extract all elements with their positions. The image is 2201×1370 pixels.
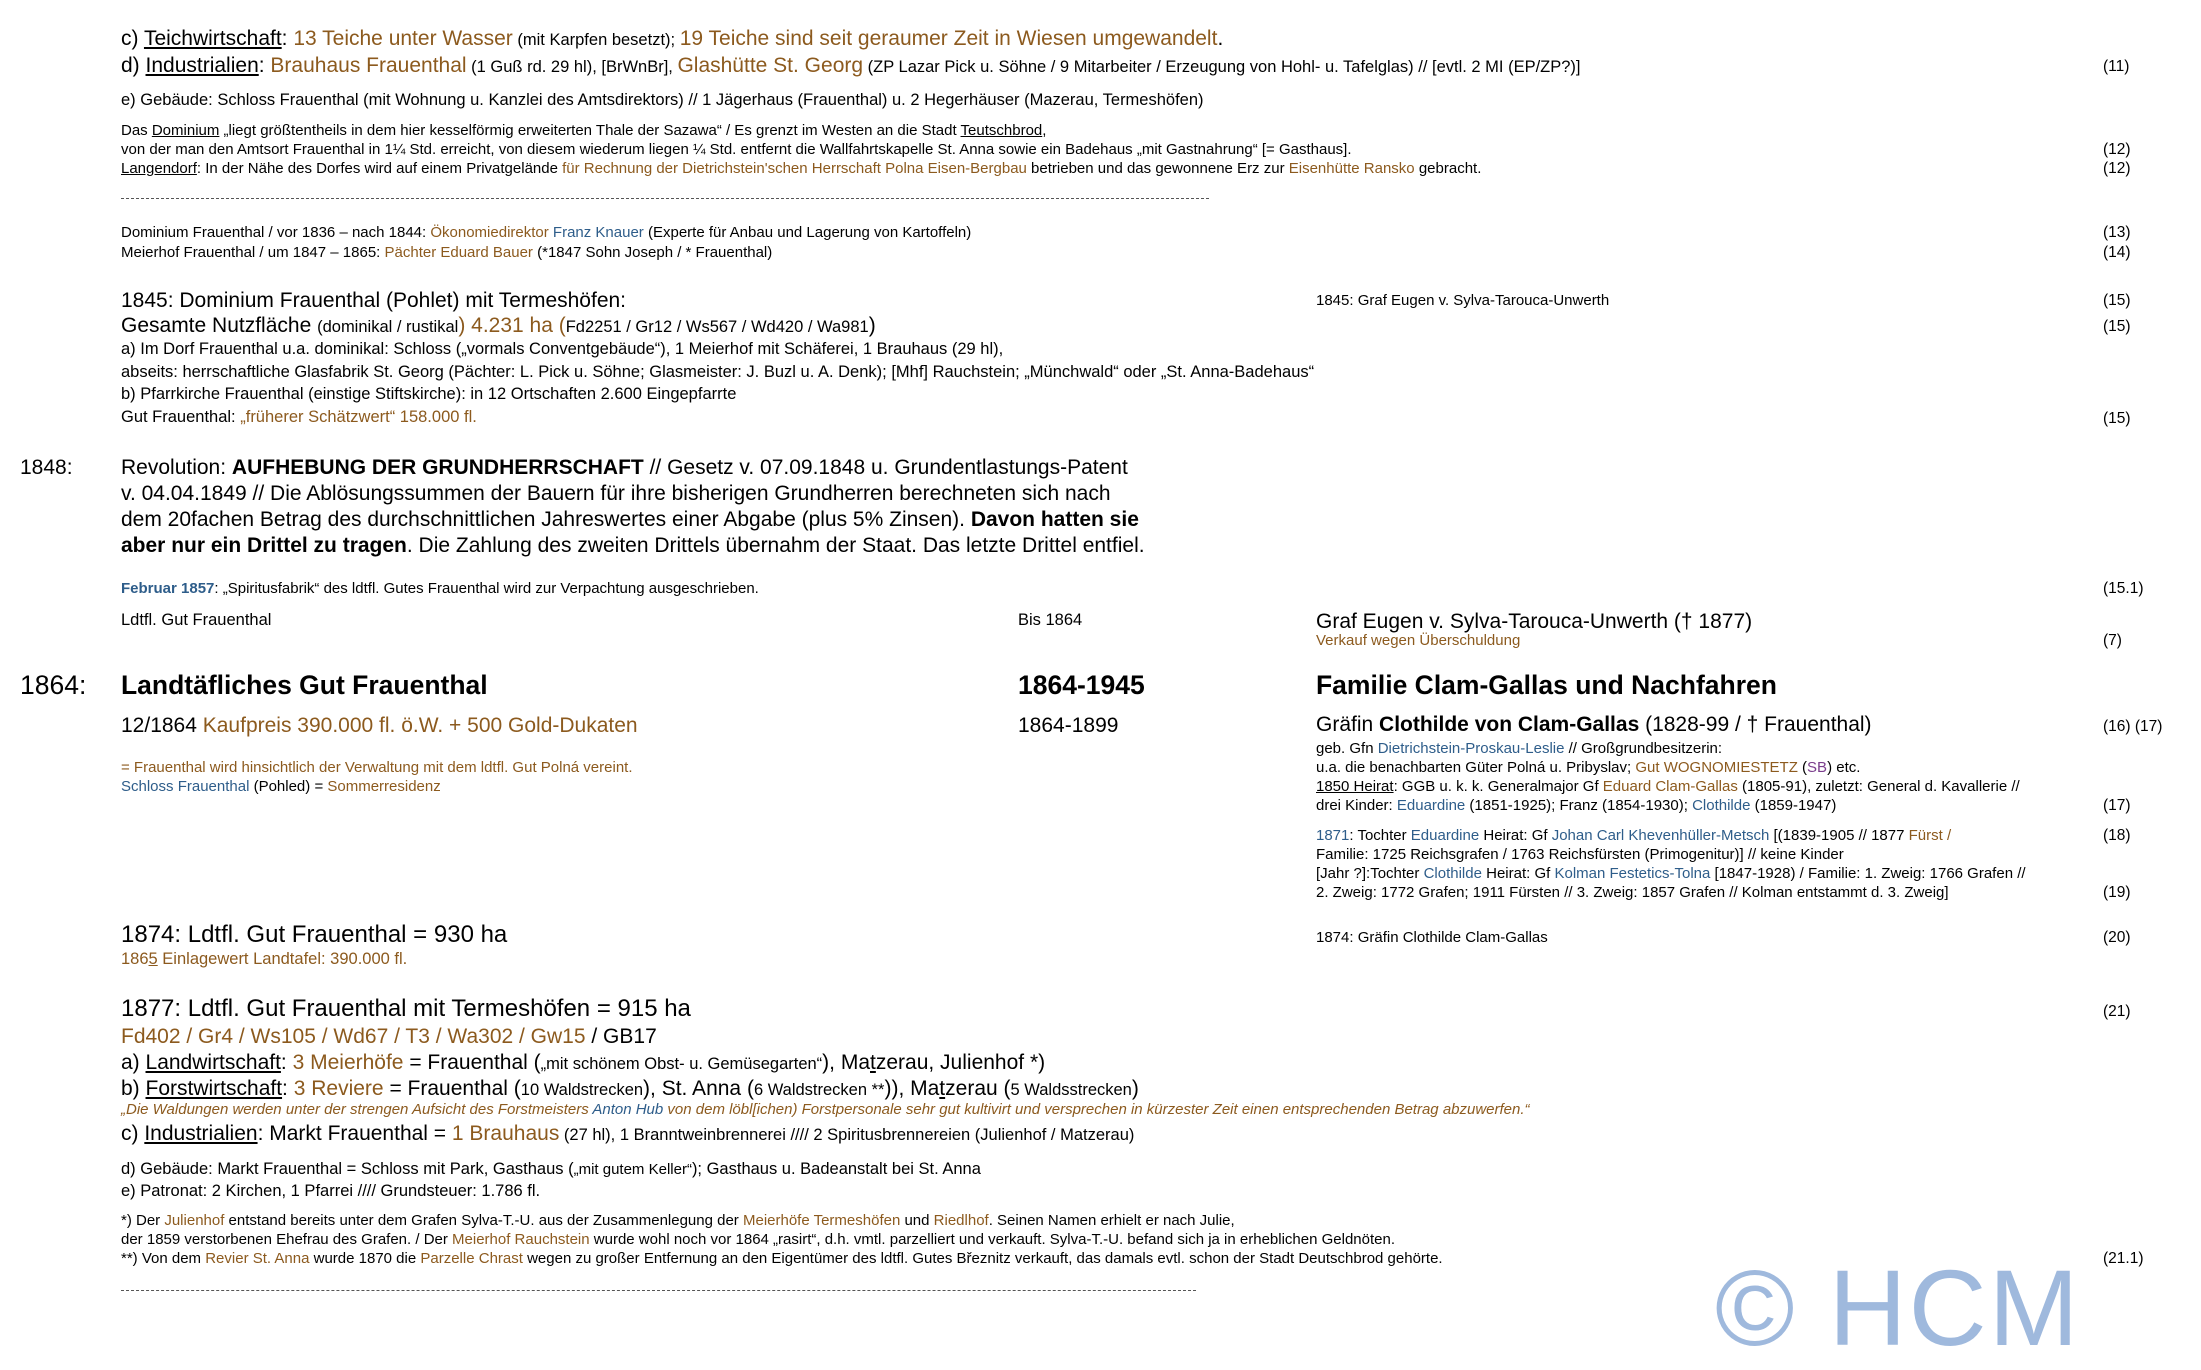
line-1877-landwirtschaft: a) Landwirtschaft: 3 Meierhöfe = Frauenthal („mit schönem Obst- u. Gemüsegarten“), Matzerau, Julienhof *) — [121, 1051, 1046, 1074]
ref-17: (17) — [2103, 797, 2131, 814]
line-revolution-2: v. 04.04.1849 // Die Ablösungssummen der Bauern für ihre bisherigen Grundherren berechneten sich nach — [121, 482, 1111, 505]
line-industrialien: d) Industrialien: Brauhaus Frauenthal (1 Guß rd. 29 hl), [BrWnBr], Glashütte St. Georg (ZP Lazar Pick u. Söhne / 9 Mitarbeiter / Erzeugung von Hohl- u. Tafelglas) // [evtl. 2 MI (EP/ZP?)] — [121, 54, 1581, 77]
line-dominium: Das Dominium „liegt größtentheils in dem hier kesselförmig erweiterten Thale der Sazawa“ / Es grenzt im Westen an die Stadt Teutschbrod, — [121, 122, 1047, 139]
line-1845-abseits: abseits: herrschaftliche Glasfabrik St. Georg (Pächter: L. Pick u. Söhne; Glasmeister: J. Buzl u. A. Denk); [Mhf] Rauchstein; „Münchwald“ oder „St. Anna-Badehaus“ — [121, 363, 1315, 381]
line-gebaeude: e) Gebäude: Schloss Frauenthal (mit Wohnung u. Kanzlei des Amtsdirektors) // 1 Jägerhaus (Frauenthal) u. 2 Hegerhäuser (Mazerau, Termeshöfen) — [121, 91, 1204, 109]
line-1845-schaetzwert: Gut Frauenthal: „früherer Schätzwert“ 158.000 fl. — [121, 408, 477, 426]
heading-landtaefliches-gut: Landtäfliches Gut Frauenthal — [121, 670, 488, 700]
heading-1864-1945: 1864-1945 — [1018, 670, 1145, 700]
line-1845-pfarrkirche: b) Pfarrkirche Frauenthal (einstige Stiftskirche): in 12 Ortschaften 2.600 Eingepfarrte — [121, 385, 737, 403]
line-verwaltung-polna: = Frauenthal wird hinsichtlich der Verwaltung mit dem ldtfl. Gut Polná vereint. — [121, 759, 633, 776]
ref-20: (20) — [2103, 929, 2131, 946]
watermark-hcm: © HCM — [1715, 1247, 2081, 1368]
line-oekonomiedirektor: Dominium Frauenthal / vor 1836 – nach 1844: Ökonomiedirektor Franz Knauer (Experte für Anbau und Lagerung von Kartoffeln) — [121, 224, 972, 241]
line-clothilde-heirat: [Jahr ?]:Tochter Clothilde Heirat: Gf Kolman Festetics-Tolna [1847-1928) / Familie: 1. Zweig: 1766 Grafen // — [1316, 865, 2026, 882]
line-graf-eugen: Graf Eugen v. Sylva-Tarouca-Unwerth († 1877) — [1316, 610, 1753, 633]
ref-16-17: (16) (17) — [2103, 718, 2163, 735]
heading-clam-gallas: Familie Clam-Gallas und Nachfahren — [1316, 670, 1777, 700]
ref-18: (18) — [2103, 827, 2131, 844]
line-1850-heirat: 1850 Heirat: GGB u. k. k. Generalmajor Gf Eduard Clam-Gallas (1805-91), zuletzt: General d. Kavallerie // — [1316, 778, 2020, 795]
line-graefin-clothilde: Gräfin Clothilde von Clam-Gallas (1828-99 / † Frauenthal) — [1316, 713, 1872, 736]
line-revolution-1: Revolution: AUFHEBUNG DER GRUNDHERRSCHAFT // Gesetz v. 07.09.1848 u. Grundentlastungs-Patent — [121, 456, 1128, 479]
line-drei-kinder: drei Kinder: Eduardine (1851-1925); Franz (1854-1930); Clothilde (1859-1947) — [1316, 797, 1837, 814]
ref-13: (13) — [2103, 224, 2131, 241]
line-februar-1857: Februar 1857: „Spiritusfabrik“ des ldtfl. Gutes Frauenthal wird zur Verpachtung ausgeschrieben. — [121, 580, 759, 597]
line-1845-dominium: 1845: Dominium Frauenthal (Pohlet) mit Termeshöfen: — [121, 289, 627, 312]
ref-14: (14) — [2103, 244, 2131, 261]
line-1864-1899: 1864-1899 — [1018, 714, 1119, 737]
line-1877-patronat: e) Patronat: 2 Kirchen, 1 Pfarrei //// Grundsteuer: 1.786 fl. — [121, 1182, 541, 1200]
line-nutzflaeche: Gesamte Nutzfläche (dominikal / rustikal) 4.231 ha (Fd2251 / Gr12 / Ws567 / Wd420 / Wa981) — [121, 314, 876, 337]
divider-1 — [121, 198, 1209, 199]
line-ldtfl-gut: Ldtfl. Gut Frauenthal — [121, 611, 272, 629]
ref-15b: (15) — [2103, 318, 2131, 335]
line-langendorf: Langendorf: In der Nähe des Dorfes wird auf einem Privatgelände für Rechnung der Dietrichstein'schen Herrschaft Polna Eisen-Bergbau betrieben und das gewonnene Erz zur Eisenhütte Ransko gebracht. — [121, 160, 1482, 177]
line-festetics-zweige: 2. Zweig: 1772 Grafen; 1911 Fürsten // 3. Zweig: 1857 Grafen // Kolman entstammt d. 3. Zweig] — [1316, 884, 1949, 901]
line-1845-owner: 1845: Graf Eugen v. Sylva-Tarouca-Unwerth — [1316, 292, 1610, 309]
ref-11: (11) — [2103, 58, 2130, 75]
ref-21: (21) — [2103, 1003, 2131, 1020]
line-1874-gut: 1874: Ldtfl. Gut Frauenthal = 930 ha — [121, 921, 508, 948]
line-verkauf: Verkauf wegen Überschuldung — [1316, 632, 1521, 649]
line-1877-gebaeude: d) Gebäude: Markt Frauenthal = Schloss mit Park, Gasthaus („mit gutem Keller“); Gasthaus u. Badeanstalt bei St. Anna — [121, 1160, 981, 1178]
ref-19: (19) — [2103, 884, 2131, 901]
line-meierhof-paechter: Meierhof Frauenthal / um 1847 – 1865: Pächter Eduard Bauer (*1847 Sohn Joseph / * Frauenthal) — [121, 244, 773, 261]
ref-12b: (12) — [2103, 160, 2131, 177]
ref-15a: (15) — [2103, 292, 2131, 309]
line-1845-dorf: a) Im Dorf Frauenthal u.a. dominikal: Schloss („vormals Conventgebäude“), 1 Meierhof mit Schäferei, 1 Brauhaus (29 hl), — [121, 340, 1004, 358]
year-1864: 1864: — [20, 670, 87, 700]
footnote-revier-st-anna: **) Von dem Revier St. Anna wurde 1870 die Parzelle Chrast wegen zu großer Entfernung an den Eigentümer des ldtfl. Gutes Březnitz verkauft, das damals evtl. schon der Stadt Deutschbrod gehörte. — [121, 1250, 1443, 1267]
line-waldungen-zitat: „Die Waldungen werden unter der strengen Aufsicht des Forstmeisters Anton Hub von dem löbl[ichen) Forstpersonale sehr gut kultivirt und versprechen in kürzester Zeit einen entsprechenden Betrag abzuwerfen.“ — [121, 1101, 1530, 1118]
line-einlagewert: 1865 Einlagewert Landtafel: 390.000 fl. — [121, 950, 408, 968]
line-sommerresidenz: Schloss Frauenthal (Pohled) = Sommerresidenz — [121, 778, 441, 795]
line-1877-gut: 1877: Ldtfl. Gut Frauenthal mit Termeshöfen = 915 ha — [121, 995, 691, 1022]
line-teichwirtschaft: c) Teichwirtschaft: 13 Teiche unter Wasser (mit Karpfen besetzt); 19 Teiche sind seit geraumer Zeit in Wiesen umgewandelt. — [121, 27, 1224, 50]
line-revolution-4: aber nur ein Drittel zu tragen. Die Zahlung des zweiten Drittels übernahm der Staat. Das letzte Drittel entfiel. — [121, 534, 1145, 557]
ref-15-1: (15.1) — [2103, 580, 2144, 597]
year-1848: 1848: — [20, 456, 73, 479]
line-kaufpreis: 12/1864 Kaufpreis 390.000 fl. ö.W. + 500 Gold-Dukaten — [121, 714, 638, 737]
ref-12a: (12) — [2103, 141, 2131, 158]
line-khevenhueller-familie: Familie: 1725 Reichsgrafen / 1763 Reichsfürsten (Primogenitur)] // keine Kinder — [1316, 846, 1844, 863]
line-bis-1864: Bis 1864 — [1018, 611, 1083, 629]
line-geb-gfn: geb. Gfn Dietrichstein-Proskau-Leslie // Großgrundbesitzerin: — [1316, 740, 1723, 757]
footnote-julienhof: *) Der Julienhof entstand bereits unter dem Grafen Sylva-T.-U. aus der Zusammenlegung der Meierhöfe Termeshöfen und Riedlhof. Seinen Namen erhielt er nach Julie, — [121, 1212, 1235, 1229]
line-1871-heirat: 1871: Tochter Eduardine Heirat: Gf Johan Carl Khevenhüller-Metsch [(1839-1905 // 1877 Fürst / — [1316, 827, 1952, 844]
ref-21-1: (21.1) — [2103, 1250, 2144, 1267]
line-amtsort: von der man den Amtsort Frauenthal in 1¼ Std. erreicht, von diesem wiederum liegen ¼ Std. entfernt die Wallfahrtskapelle St. Anna sowie ein Badehaus „mit Gastnahrung“ [= Gasthaus]. — [121, 141, 1352, 158]
line-1877-flaechen: Fd402 / Gr4 / Ws105 / Wd67 / T3 / Wa302 / Gw15 / GB17 — [121, 1025, 657, 1048]
line-1874-owner: 1874: Gräfin Clothilde Clam-Gallas — [1316, 929, 1548, 946]
line-benachbarte-gueter: u.a. die benachbarten Güter Polná u. Pribyslav; Gut WOGNOMIESTETZ (SB) etc. — [1316, 759, 1861, 776]
line-1877-forstwirtschaft: b) Forstwirtschaft: 3 Reviere = Frauenthal (10 Waldstrecken), St. Anna (6 Waldstrecken **)), Matzerau (5 Waldsstrecken) — [121, 1077, 1139, 1100]
line-revolution-3: dem 20fachen Betrag des durchschnittlichen Jahreswertes einer Abgabe (plus 5% Zinsen). Davon hatten sie — [121, 508, 1139, 531]
footnote-rauchstein: der 1859 verstorbenen Ehefrau des Grafen. / Der Meierhof Rauchstein wurde wohl noch vor 1864 „rasirt“, d.h. vmtl. parzelliert und verkauft. Sylva-T.-U. befand sich ja in erheblichen Geldnöten. — [121, 1231, 1395, 1248]
ref-7: (7) — [2103, 632, 2122, 649]
divider-2 — [121, 1290, 1196, 1291]
ref-15c: (15) — [2103, 410, 2131, 427]
line-1877-industrialien: c) Industrialien: Markt Frauenthal = 1 Brauhaus (27 hl), 1 Branntweinbrennerei //// 2 Spiritusbrennereien (Julienhof / Matzerau) — [121, 1122, 1135, 1145]
